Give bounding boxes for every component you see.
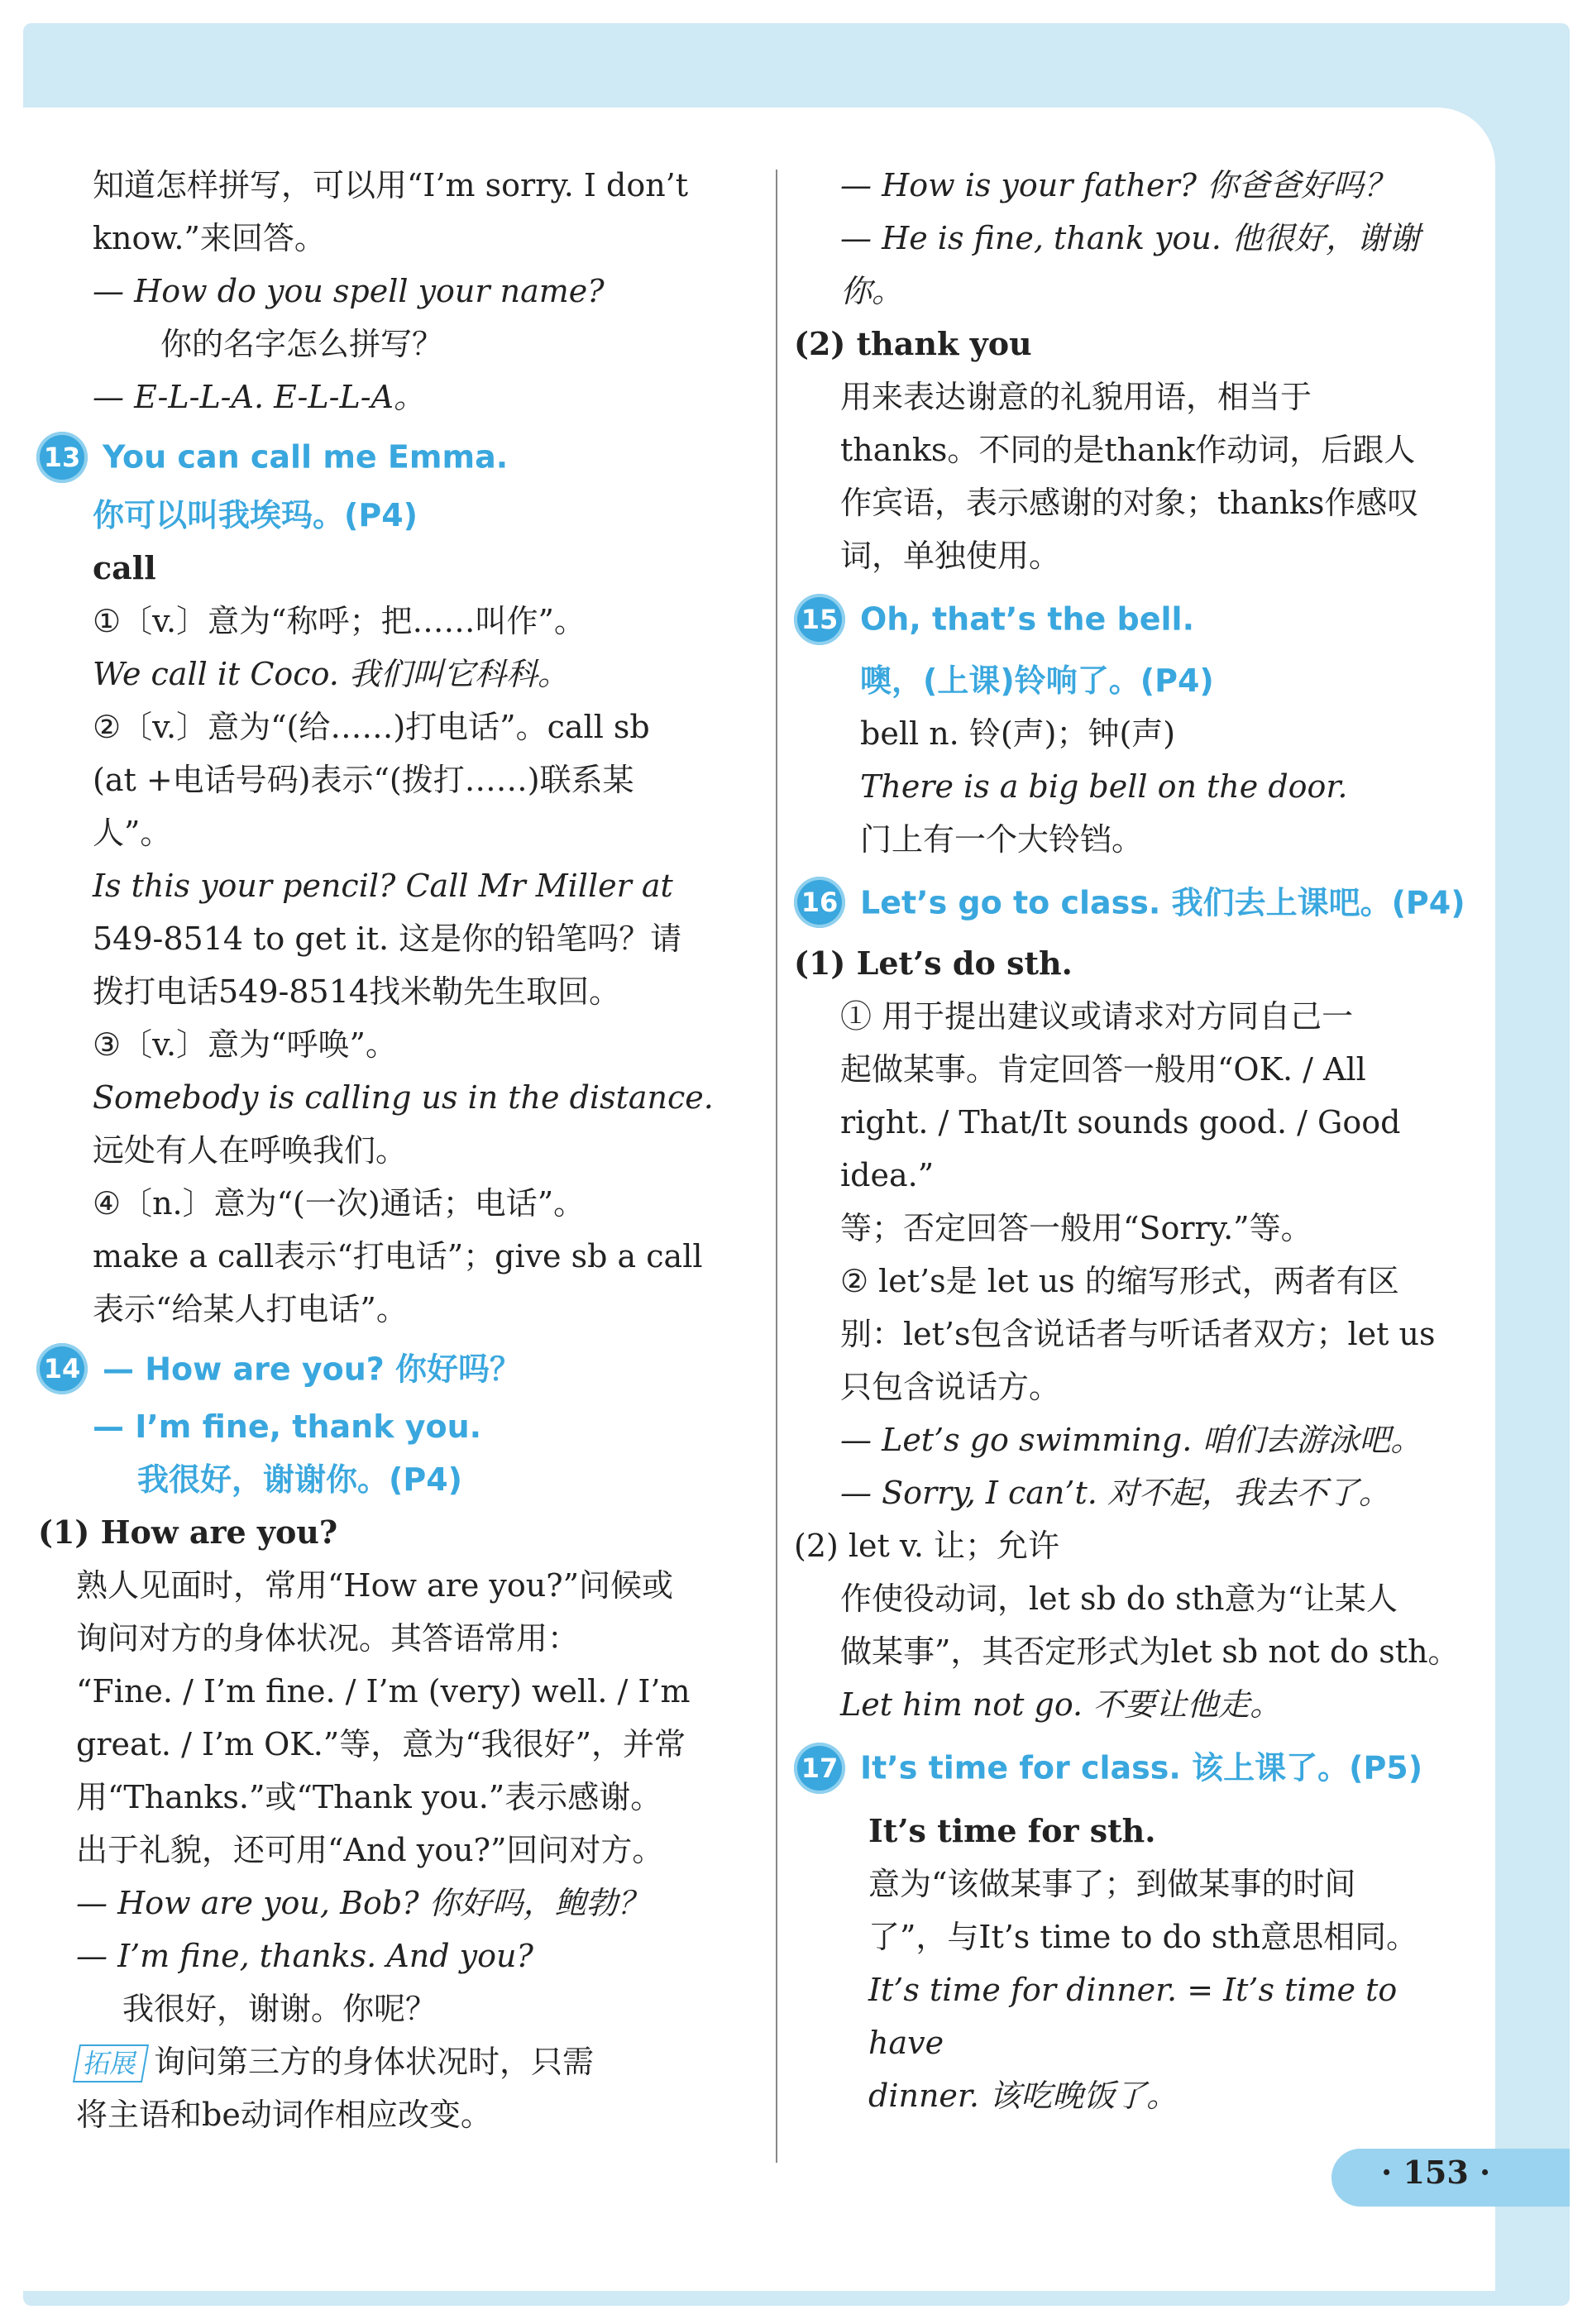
- subheading: (2) thank you: [794, 325, 1032, 362]
- section-title: You can call me Emma.: [103, 438, 509, 476]
- example-line: Is this your pencil? Call Mr Miller at: [93, 867, 673, 904]
- text-line: 表示“给某人打电话”。: [93, 1290, 408, 1327]
- text-line: 将主语和be动词作相应改变。: [76, 2097, 492, 2133]
- text-line: (at +电话号码)表示“(拨打……)联系某: [93, 761, 634, 798]
- section-title-translation: 你可以叫我埃玛。(P4): [93, 496, 418, 533]
- text-line: ① 用于提出建议或请求对方同自己一: [840, 998, 1354, 1035]
- text-line: right. / That/It sounds good. / Good idea.”: [840, 1104, 1401, 1193]
- page-number-tab: [1331, 2149, 1570, 2207]
- example-line: Somebody is calling us in the distance.: [93, 1078, 714, 1116]
- section-title: Oh, that’s the bell.: [860, 600, 1195, 638]
- text-line: 做某事”，其否定形式为let sb not do sth。: [840, 1633, 1460, 1670]
- text-line: 人”。: [93, 814, 172, 851]
- text-line: “Fine. / I’m fine. / I’m (very) well. / I’m: [76, 1673, 691, 1710]
- text-line: 意为“该做某事了；到做某事的时间: [868, 1865, 1356, 1902]
- section-17-heading: [794, 1739, 1472, 1795]
- text-line: ①〔v.〕意为“称呼；把……叫作”。: [93, 602, 586, 639]
- page-edge-strip: [1495, 190, 1570, 2291]
- section-title: Let’s go to class. 我们去上课吧。(P4): [860, 884, 1465, 921]
- section-16-heading: [794, 874, 1472, 930]
- right-column: [794, 159, 1472, 2122]
- example-line: — He is fine, thank you. 他很好，谢谢你。: [840, 220, 1420, 309]
- text-line: 用“Thanks.”或“Thank you.”表示感谢。: [76, 1779, 662, 1815]
- text-line: 只包含说话方。: [840, 1369, 1061, 1405]
- example-line: — How is your father? 你爸爸好吗？: [840, 167, 1396, 203]
- keyword-definition: bell n. 铃(声)；钟(声): [860, 715, 1176, 752]
- text-line: 用来表达谢意的礼貌用语，相当于: [840, 379, 1312, 415]
- example-line: — How are you, Bob? 你好吗，鲍勃？: [76, 1885, 649, 1921]
- example-translation: 远处有人在呼唤我们。: [93, 1131, 408, 1169]
- section-title-line: — I’m fine, thank you.: [93, 1408, 482, 1445]
- text-line: know.”来回答。: [93, 220, 326, 256]
- subheading: It’s time for sth.: [868, 1811, 1156, 1849]
- example-line: — E-L-L-A. E-L-L-A。: [93, 379, 425, 415]
- example-line: There is a big bell on the door.: [860, 767, 1348, 805]
- column-divider: [776, 170, 777, 2163]
- text-line: 出于礼貌，还可用“And you?”回问对方。: [76, 1832, 664, 1868]
- text-line: 询问第三方的身体状况时，只需: [154, 2044, 595, 2080]
- example-line: It’s time for dinner. = It’s time to have: [868, 1971, 1398, 2061]
- text-line: 知道怎样拼写，可以用“I’m sorry. I don’t: [93, 167, 689, 203]
- text-line: 词，单独使用。: [840, 538, 1061, 574]
- section-number-badge: 17: [794, 1743, 845, 1794]
- subheading: (1) How are you?: [38, 1513, 338, 1551]
- section-title-translation: 我很好，谢谢你。(P4): [137, 1461, 463, 1498]
- subheading: (1) Let’s do sth.: [794, 944, 1073, 982]
- section-13-heading: [36, 428, 763, 484]
- example-line: — How do you spell your name?: [93, 273, 605, 309]
- section-number-badge: 16: [794, 877, 845, 928]
- example-line: 549-8514 to get it. 这是你的铅笔吗？请: [93, 920, 682, 957]
- example-line: — Sorry, I can’t. 对不起，我去不了。: [840, 1475, 1390, 1511]
- text-line: 别：let’s包含说话者与听话者双方；let us: [840, 1316, 1436, 1352]
- text-line: ②〔v.〕意为“(给……)打电话”。call sb: [93, 708, 650, 745]
- section-14-heading: [36, 1341, 763, 1396]
- extension-tag: 拓展: [73, 2044, 149, 2083]
- example-translation: 你的名字怎么拼写？: [160, 326, 444, 362]
- extension-note: [76, 2035, 763, 2088]
- left-column: [38, 159, 763, 2141]
- section-title: — How are you? 你好吗？: [103, 1351, 522, 1387]
- text-line: thanks。不同的是thank作动词，后跟人: [840, 432, 1416, 468]
- text-line: great. / I’m OK.”等，意为“我很好”，并常: [76, 1726, 686, 1762]
- example-line: Let him not go. 不要让他走。: [840, 1686, 1282, 1723]
- page-number: · 153 ·: [1381, 2154, 1491, 2191]
- text-line: ④〔n.〕意为“(一次)通话；电话”。: [93, 1184, 586, 1222]
- text-line: 了”，与It’s time to do sth意思相同。: [868, 1918, 1418, 1955]
- text-line: 作使役动词，let sb do sth意为“让某人: [840, 1580, 1398, 1617]
- example-translation: 门上有一个大铃铛。: [860, 820, 1144, 858]
- text-line: 熟人见面时，常用“How are you?”问候或: [76, 1567, 674, 1604]
- subheading: (2) let v. 让；允许: [794, 1528, 1060, 1564]
- text-line: 询问对方的身体状况。其答语常用：: [76, 1620, 580, 1657]
- example-translation: 我很好，谢谢。你呢？: [122, 1991, 437, 2027]
- section-15-heading: [794, 591, 1472, 646]
- example-translation: 拨打电话549-8514找米勒先生取回。: [93, 973, 621, 1010]
- example-line: — Let’s go swimming. 咱们去游泳吧。: [840, 1422, 1422, 1458]
- example-line: dinner. 该吃晚饭了。: [868, 2077, 1178, 2114]
- text-line: make a call表示“打电话”；give sb a call: [93, 1237, 703, 1274]
- text-line: 起做某事。肯定回答一般用“OK. / All: [840, 1051, 1366, 1088]
- section-title: It’s time for class. 该上课了。(P5): [860, 1749, 1423, 1786]
- text-line: ③〔v.〕意为“呼唤”。: [93, 1026, 397, 1063]
- example-line: We call it Coco. 我们叫它科科。: [93, 655, 569, 692]
- example-line: — I’m fine, thanks. And you?: [76, 1938, 533, 1974]
- text-line: ② let’s是 let us 的缩写形式，两者有区: [840, 1263, 1399, 1299]
- text-line: 等；否定回答一般用“Sorry.”等。: [840, 1210, 1312, 1246]
- text-line: 作宾语，表示感谢的对象；thanks作感叹: [840, 485, 1419, 521]
- section-number-badge: 13: [36, 432, 88, 483]
- section-title-translation: 噢，(上课)铃响了。(P4): [860, 662, 1214, 699]
- section-number-badge: 14: [36, 1343, 88, 1394]
- keyword: call: [93, 548, 156, 586]
- section-number-badge: 15: [794, 594, 845, 645]
